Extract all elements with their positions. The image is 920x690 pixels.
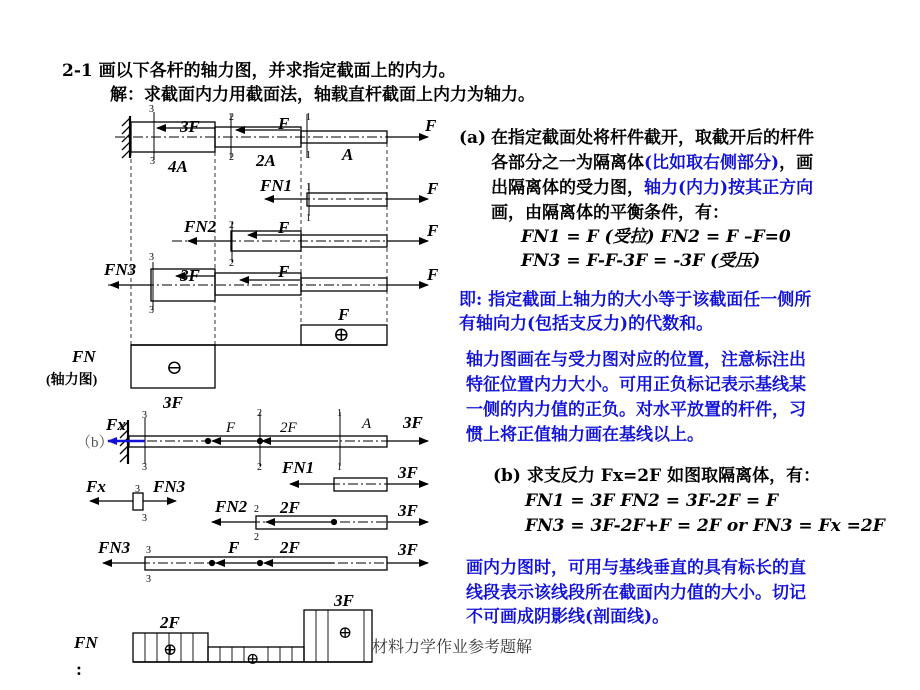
label-4A: 4A [168,157,188,176]
label-FN-a: FN [72,347,96,366]
plus-sign-a: ⊕ [333,324,350,346]
sec2-top-a: 2 [229,112,234,123]
label-2F-fbd-b2: 2F [280,498,300,517]
sec3-top-fbd-b3: 3 [146,545,151,556]
sec3-bot-b: 3 [142,462,147,473]
sec3-bot-small: 3 [142,513,147,524]
label-F-b-bar: F [226,420,236,436]
plus-sign-b3: ⊕ [338,623,353,642]
sec2-top-fbd2: 2 [229,220,234,231]
part-a-line2-b: (比如取右侧部分) [644,153,780,173]
axial-caption: (轴力图) [46,373,98,388]
label-3F-axial-b: 3F [334,591,354,610]
part-b-note-l1: 画内力图时，可用与基线垂直的具有标长的直 [466,558,806,578]
label-FN3-a: FN3 [104,260,137,279]
sec3-top-small: 3 [135,484,140,495]
label-FN2-b: FN2 [215,497,248,516]
part-a-eq1: FN1 = F (受拉) FN2 = F –F=0 [521,227,791,247]
label-3F-fbd3: 3F [180,266,200,285]
sec1-bot-fbd1: 1 [306,213,311,224]
label-3F-b-end: 3F [403,413,423,432]
label-FN1-b: FN1 [282,458,315,477]
label-3F-fbd-b1: 3F [398,463,418,482]
label-F-mid-a: F [278,114,290,133]
label-F-end-fbd3: F [427,265,439,284]
part-a-line2-a: 各部分之一为隔离体 [491,153,644,173]
fbd-b3-load-point2 [258,561,263,566]
plus-sign-b2: ⊕ [246,651,260,668]
plus-sign-b1: ⊕ [163,640,178,659]
label-F-fbd-b3: F [228,538,240,557]
label-3F-b-top: 3F [163,393,183,412]
label-FN2-a: FN2 [184,217,217,236]
sec2-bot-b: 2 [257,462,262,473]
sec3-top-b: 3 [142,410,147,421]
sec1-bot-b: 1 [337,462,342,473]
sec1-top-a: 1 [306,112,311,123]
part-b-line1: (b) 求支反力 Fx=2F 如图取隔离体，有： [493,466,821,486]
sec3-bot-a: 3 [150,156,155,167]
part-b-note-l3: 不可画成阴影线(剖面线)。 [466,607,670,627]
label-2F-fbd-b3: 2F [280,538,300,557]
label-Fx-fbd: Fx [86,477,106,496]
part-a-line3-b: 轴力(内力)按其正方向 [644,178,814,198]
sec3-bot-fbd3: 3 [149,305,154,316]
label-FN3-fbd: FN3 [153,477,186,496]
part-b-eq2: FN3 = 3F-2F+F = 2F or FN3 = Fx =2F [525,516,885,536]
projection-lines [131,143,387,388]
label-FN1-a: FN1 [260,176,293,195]
sec3-top-a: 3 [149,104,154,115]
label-F-fbd1: F [427,179,439,198]
label-3F-fbd-b3: 3F [398,540,418,559]
part-a-line3-a: 出隔离体的受力图， [491,178,644,198]
part-a-tag: (a) [459,128,487,148]
axial-b-colon: : [76,659,82,679]
solution-intro: 解：求截面内力用截面法，轴载直杆截面上内力为轴力。 [110,85,535,105]
label-F-fbd2: F [278,218,290,237]
label-F-fbd3: F [278,262,290,281]
label-Fx-b: Fx [106,415,126,434]
problem-title: 2-1 画以下各杆的轴力图，并求指定截面上的内力。 [62,61,456,81]
part-a-line1: 在指定截面处将杆件截开，取截开后的杆件 [491,128,814,148]
fbd-b2-load-point [332,520,337,525]
label-F-end-fbd2: F [427,221,439,240]
sec1-top-b: 1 [337,408,342,419]
part-a-line4: 画，由隔离体的平衡条件，有： [491,203,729,223]
label-2F-axial-b: 2F [160,613,180,632]
part-b-figure-tag: （b） [76,435,114,451]
diagram-note-l3: 一侧的内力值的正负。对水平放置的杆件，习 [466,400,806,420]
sec2-bot-a: 2 [229,152,234,163]
label-3F-fbd-b2: 3F [398,501,418,520]
sec2-bot-fbd2: 2 [229,258,234,269]
rule-text-l2: 有轴向力(包括支反力)的代数和。 [459,314,714,334]
fbd-b3-load-point1 [210,561,215,566]
sec1-top-fbd1: 1 [306,182,311,193]
sec2-bot-fbd-b2: 2 [254,532,259,543]
wall-a-hatch [122,118,130,158]
label-F-end-a: F [425,116,437,135]
part-a-eq2: FN3 = F-F-3F = -3F (受压) [521,251,761,271]
rule-text-l1: 即: 指定截面上轴力的大小等于该截面任一侧所 [459,290,812,310]
part-a-line2-c: ，画 [779,153,814,173]
label-FN-b: FN [74,633,98,652]
diagram-note-l1: 轴力图画在与受力图对应的位置，注意标注出 [466,350,806,370]
fbd-b-reaction-block [133,493,143,510]
part-a-line2 [491,152,813,174]
sec2-top-fbd-b2: 2 [254,504,259,515]
part-b-eq1: FN1 = 3F FN2 = 3F-2F = F [525,491,779,511]
diagram-note-l2: 特征位置内力大小。可用正负标记表示基线某 [466,375,806,395]
label-FN3-b: FN3 [98,538,131,557]
label-F-axial-a: F [338,305,350,324]
label-A: A [342,145,354,164]
sec1-bot-a: 1 [306,150,311,161]
sec2-top-b: 2 [257,408,262,419]
part-a-line3 [491,177,813,199]
load-point-b1 [206,439,211,444]
label-2A: 2A [256,151,276,170]
label-2F-b-bar: 2F [280,420,297,436]
minus-sign-a: ⊖ [166,357,183,379]
footer-caption: 材料力学作业参考题解 [372,637,533,656]
part-b-note-l2: 线段表示该线段所在截面内力值的大小。切记 [466,583,806,603]
diagram-note-l4: 惯上将正值轴力画在基线以上。 [466,425,704,445]
label-A-b: A [362,416,372,432]
sec3-top-fbd3: 3 [149,252,154,263]
label-3F-a: 3F [180,117,200,136]
sec3-bot-fbd-b3: 3 [146,574,151,585]
